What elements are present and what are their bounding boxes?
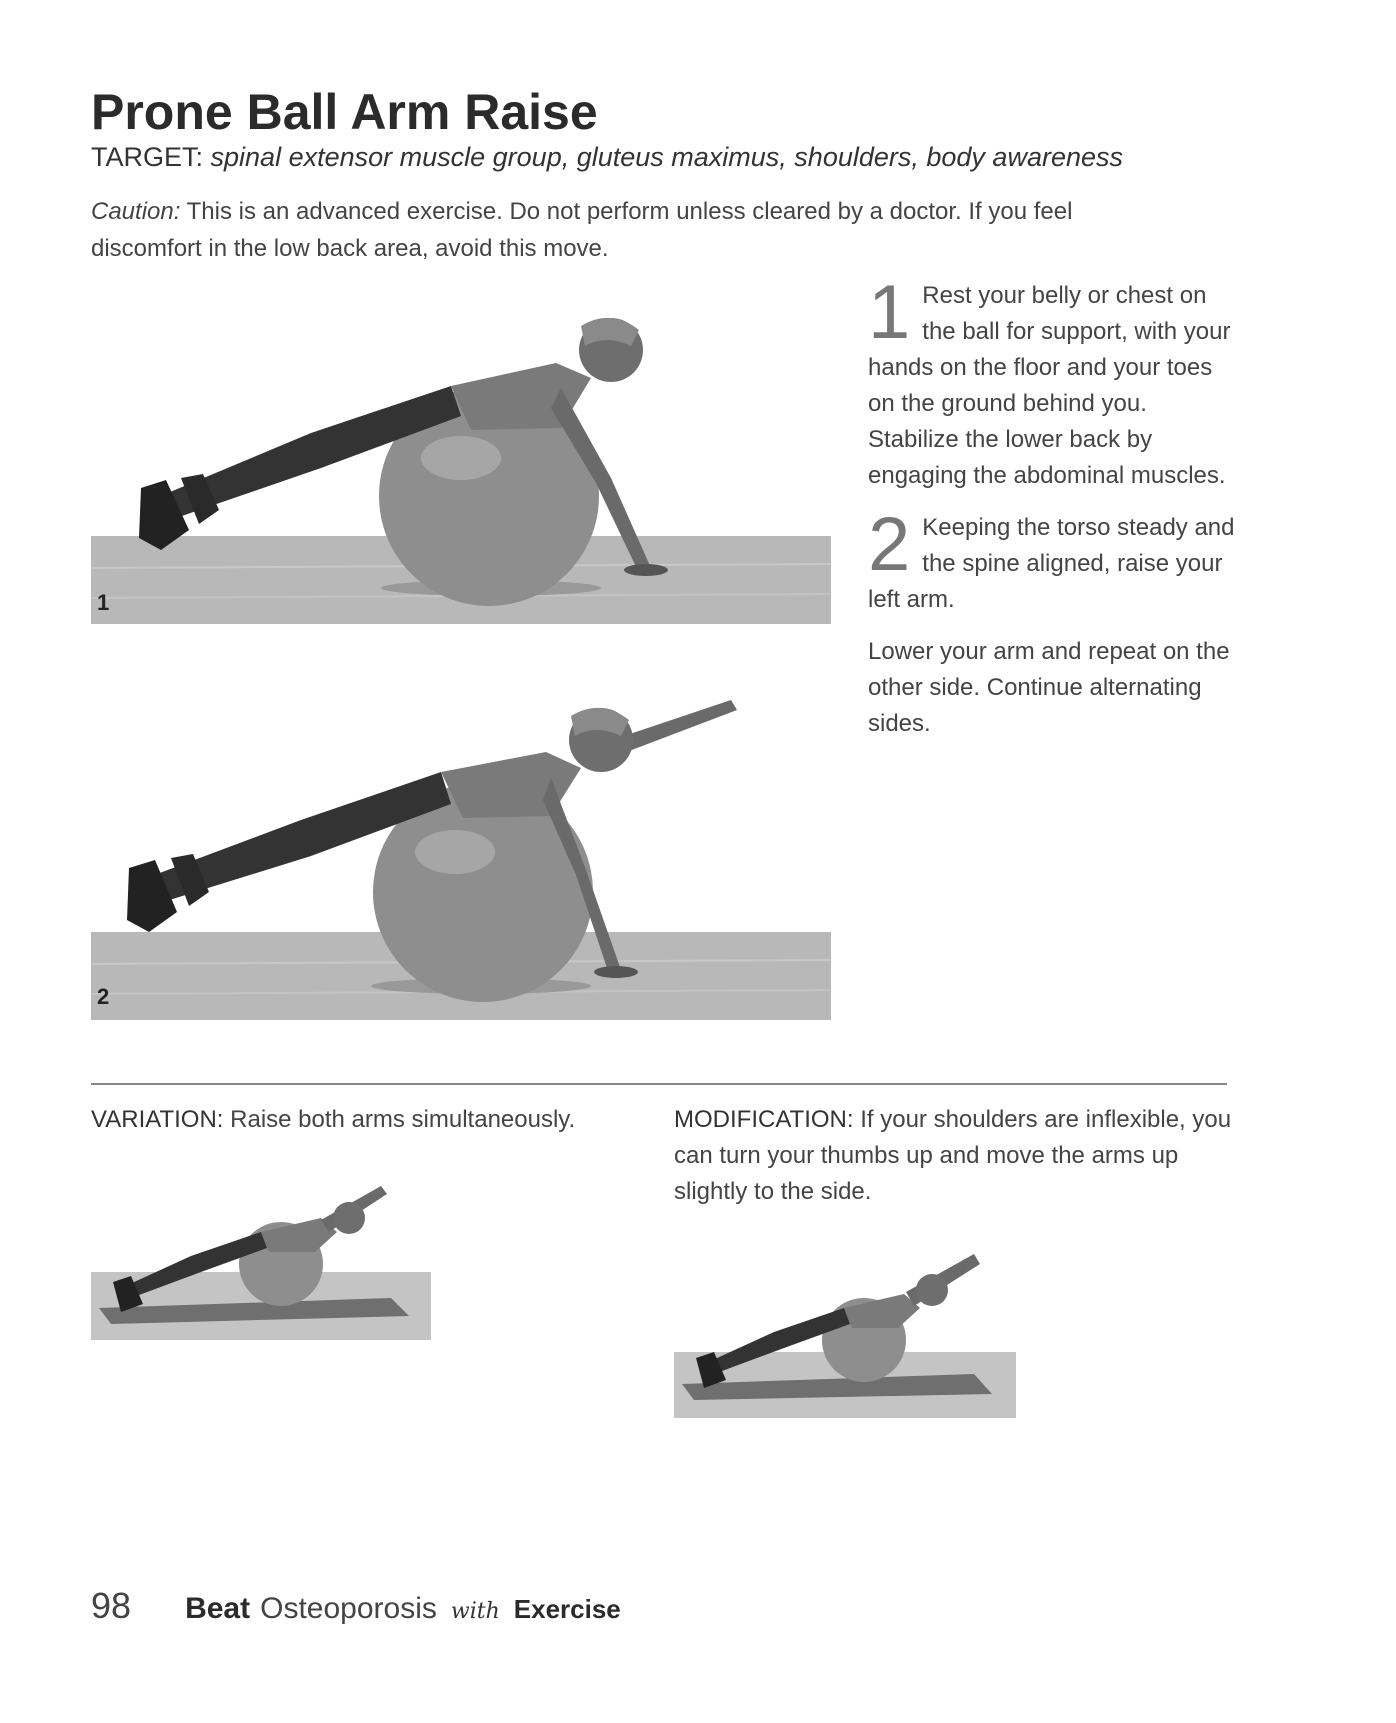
step-1	[868, 270, 1238, 494]
variation-photo	[91, 1148, 431, 1340]
modification-text	[674, 1102, 1234, 1210]
target-line	[91, 140, 1123, 174]
target-label: TARGET:	[91, 142, 204, 172]
photo-1-illustration	[91, 268, 831, 624]
page-title: Prone Ball Arm Raise	[91, 84, 598, 140]
modification-photo-illustration	[674, 1228, 1016, 1418]
caution-label: Caution:	[91, 198, 181, 225]
step-2	[868, 502, 1238, 618]
photo-2-illustration	[91, 680, 831, 1020]
exercise-photo-step-2	[91, 680, 831, 1020]
variation-text	[91, 1102, 651, 1138]
photo-2-label: 2	[97, 984, 110, 1009]
section-divider	[91, 1083, 1227, 1085]
step-1-number: 1	[868, 270, 911, 355]
step-2-number: 2	[868, 502, 911, 587]
caution-note	[91, 193, 1151, 267]
book-title-osteoporosis: Osteoporosis	[260, 1592, 437, 1625]
variation-photo-illustration	[91, 1148, 431, 1340]
photo-1-label: 1	[97, 590, 110, 615]
modification-body: If your shoulders are inflexible, you can turn your thumbs up and move the arms up slightly to the side.	[674, 1106, 1232, 1205]
page-number: 98	[91, 1585, 132, 1626]
book-title-beat: Beat	[185, 1592, 251, 1625]
steps-column	[868, 270, 1238, 742]
page-footer	[91, 1584, 621, 1634]
variation-label: VARIATION:	[91, 1106, 224, 1133]
step-1-text: Rest your belly or chest on the ball for support, with your hands on the floor and your toes on the ground behind you. Stabilize the lower back by engaging the abdominal muscles.	[868, 282, 1231, 489]
modification-label: MODIFICATION:	[674, 1106, 854, 1133]
variation-body: Raise both arms simultaneously.	[230, 1106, 576, 1133]
book-title-with: with	[450, 1599, 500, 1624]
target-text: spinal extensor muscle group, gluteus maximus, shoulders, body awareness	[210, 142, 1123, 172]
book-title-exercise: Exercise	[513, 1594, 621, 1624]
exercise-photo-step-1	[91, 268, 831, 624]
caution-text: This is an advanced exercise. Do not perform unless cleared by a doctor. If you feel discomfort in the low back area, avoid this move.	[91, 198, 1073, 262]
alternating-note: Lower your arm and repeat on the other side. Continue alternating sides.	[868, 638, 1230, 737]
step-2-text: Keeping the torso steady and the spine aligned, raise your left arm.	[868, 514, 1235, 613]
modification-photo	[674, 1228, 1016, 1418]
